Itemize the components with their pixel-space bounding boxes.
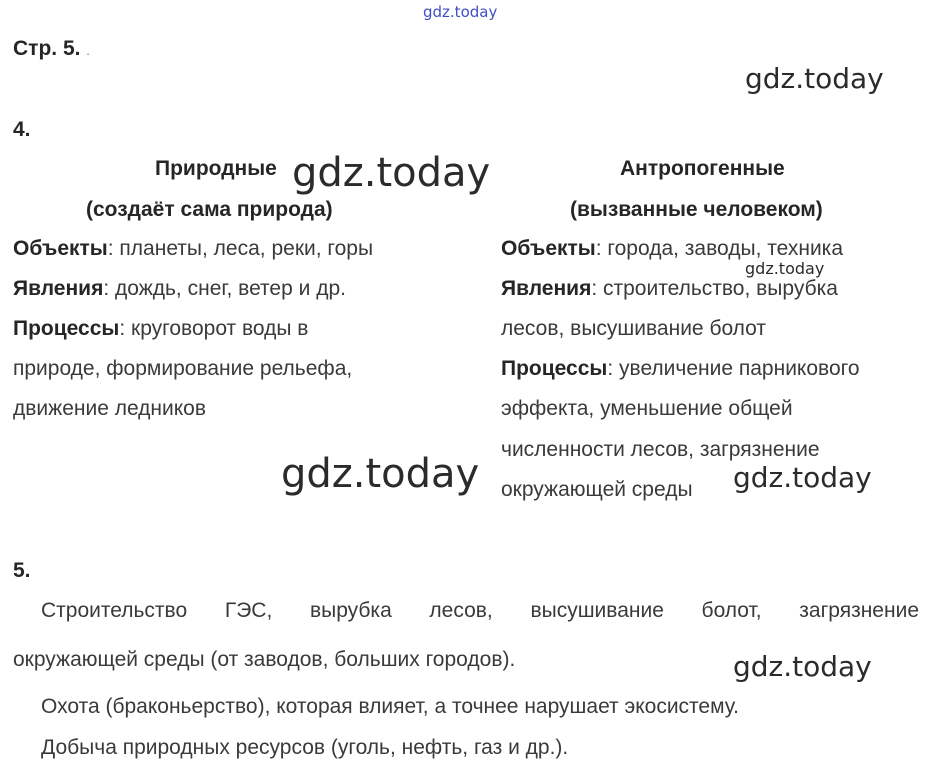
task5-line1: Строительство ГЭС, вырубка лесов, высушивание болот, загрязнение	[41, 599, 919, 622]
watermark: gdz.today	[733, 650, 872, 683]
right-phenomena	[501, 277, 838, 301]
page-label-text: Стр. 5.	[13, 37, 81, 60]
watermark: gdz.today	[281, 451, 480, 497]
right-processes-line2: эффекта, уменьшение общей	[501, 397, 793, 420]
left-objects-label: Объекты	[13, 237, 108, 260]
watermark-top: gdz.today	[423, 3, 498, 21]
watermark: gdz.today	[292, 150, 491, 196]
right-processes	[501, 357, 860, 381]
watermark: gdz.today	[733, 461, 872, 494]
page-label	[13, 37, 90, 63]
right-objects-label: Объекты	[501, 237, 596, 260]
task4-number: 4.	[13, 118, 31, 141]
task5-line2: окружающей среды (от заводов, больших городов).	[13, 648, 516, 671]
left-phenomena-text: : дождь, снег, ветер и др.	[103, 277, 346, 300]
left-column-title: Природные	[155, 157, 277, 180]
left-processes-line2: природе, формирование рельефа,	[13, 357, 353, 380]
right-processes-line3: численности лесов, загрязнение	[501, 438, 820, 461]
left-phenomena	[13, 277, 346, 301]
right-phenomena-line2: лесов, высушивание болот	[501, 317, 767, 340]
right-column-title: Антропогенные	[620, 157, 785, 180]
task5-line3: Охота (браконьерство), которая влияет, а точнее нарушает экосистему.	[41, 695, 740, 718]
right-column-subtitle: (вызванные человеком)	[570, 198, 823, 221]
left-objects-text: : планеты, леса, реки, горы	[107, 237, 374, 260]
right-objects	[501, 237, 843, 261]
left-processes-label: Процессы	[13, 317, 120, 340]
task5-line4: Добыча природных ресурсов (уголь, нефть, газ и др.).	[41, 736, 569, 759]
left-processes-text: : круговорот воды в	[119, 317, 309, 340]
watermark: gdz.today	[745, 62, 884, 95]
right-processes-label: Процессы	[501, 357, 608, 380]
left-processes	[13, 317, 308, 341]
right-phenomena-text: : строительство, вырубка	[591, 277, 838, 300]
left-processes-line3: движение ледников	[13, 397, 207, 420]
right-objects-text: : города, заводы, техника	[595, 237, 844, 260]
left-objects	[13, 237, 373, 261]
watermark: gdz.today	[745, 259, 825, 278]
right-phenomena-label: Явления	[501, 277, 592, 300]
page-label-dot: .	[86, 44, 90, 58]
right-processes-line4: окружающей среды	[501, 478, 693, 501]
right-processes-text: : увеличение парникового	[607, 357, 860, 380]
task5-number: 5.	[13, 559, 31, 582]
left-column-subtitle: (создаёт сама природа)	[86, 198, 333, 221]
left-phenomena-label: Явления	[13, 277, 104, 300]
